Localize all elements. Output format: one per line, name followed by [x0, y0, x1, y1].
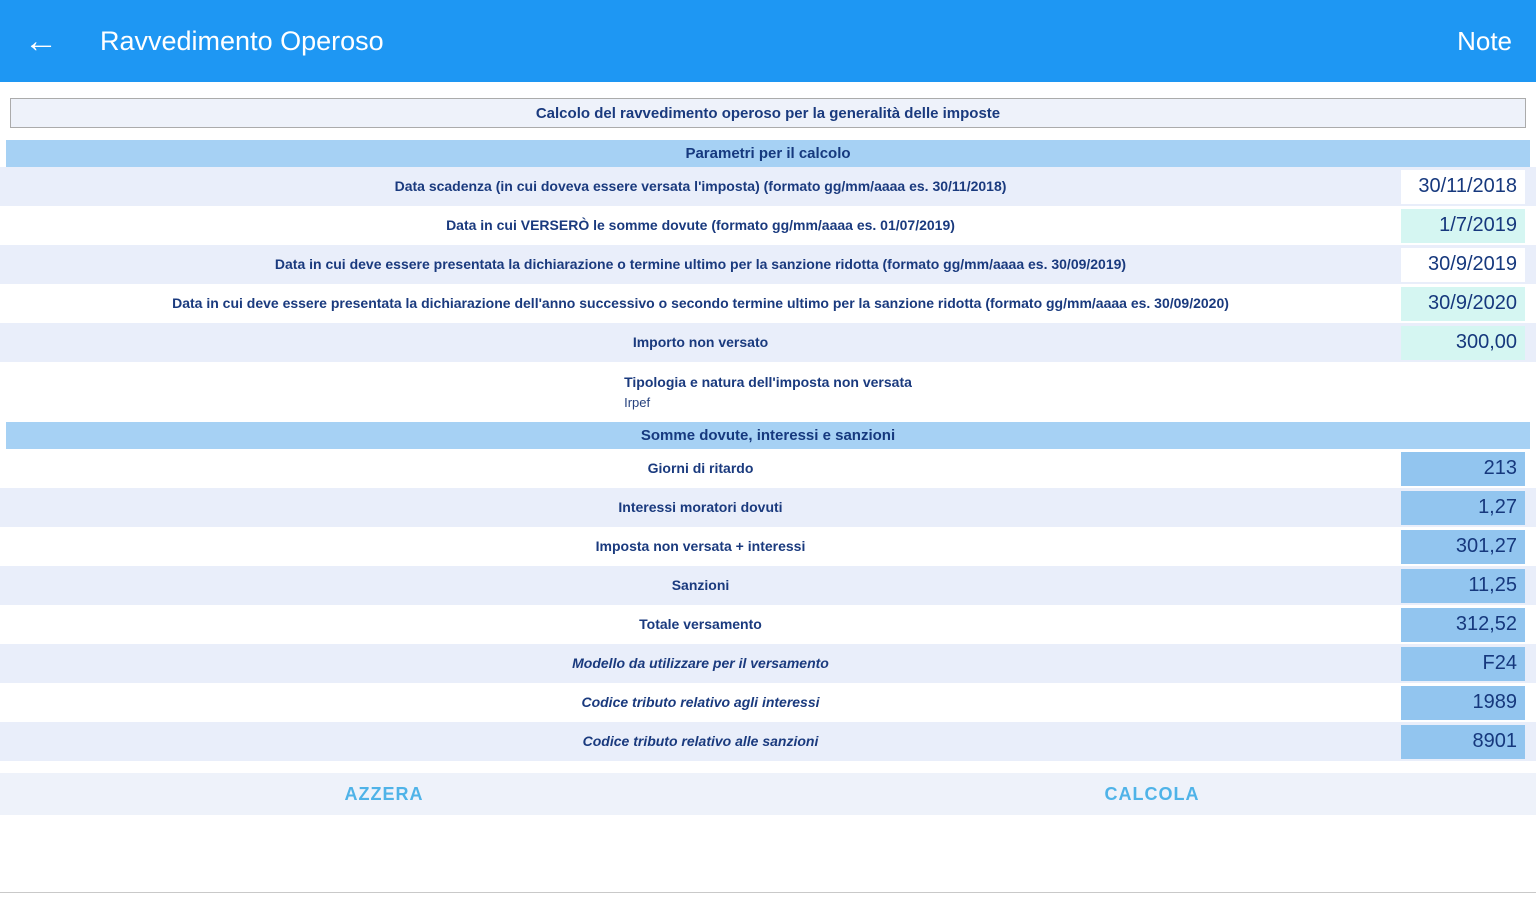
row-giorni-ritardo [0, 449, 1536, 488]
data-scadenza-label: Data scadenza (in cui doveva essere versata l'imposta) (formato gg/mm/aaaa es. 30/11/2018) [394, 178, 1007, 195]
data-scadenza-input[interactable]: 30/11/2018 [1401, 170, 1525, 204]
bottom-divider [0, 892, 1536, 893]
importo-non-versato-input[interactable]: 300,00 [1401, 326, 1525, 360]
sanzioni-label: Sanzioni [671, 577, 730, 594]
data-dichiarazione-successiva-label: Data in cui deve essere presentata la dichiarazione dell'anno successivo o secondo termine ultimo per la sanzione ridotta (formato gg/mm/aaaa es. 30/09/2020) [172, 295, 1229, 312]
row-importo-non-versato [0, 323, 1536, 362]
row-sanzioni [0, 566, 1536, 605]
tipologia-imposta-select[interactable]: Irpef [624, 395, 651, 410]
section-header-somme: Somme dovute, interessi e sanzioni [6, 422, 1530, 449]
giorni-ritardo-label: Giorni di ritardo [647, 460, 754, 477]
azzera-button[interactable]: AZZERA [344, 783, 424, 804]
data-versamento-label: Data in cui VERSERÒ le somme dovute (formato gg/mm/aaaa es. 01/07/2019) [446, 217, 955, 234]
codice-tributo-interessi-value: 1989 [1401, 686, 1525, 720]
row-imposta-piu-interessi [0, 527, 1536, 566]
row-tipologia-imposta [0, 362, 1536, 422]
calcola-button[interactable]: CALCOLA [1104, 783, 1200, 804]
imposta-piu-interessi-label: Imposta non versata + interessi [595, 538, 806, 555]
importo-non-versato-label: Importo non versato [632, 334, 769, 351]
note-button[interactable]: Note [1457, 25, 1512, 56]
page-title: Calcolo del ravvedimento operoso per la generalità delle imposte [10, 98, 1526, 128]
giorni-ritardo-value: 213 [1401, 452, 1525, 486]
row-codice-tributo-sanzioni [0, 722, 1536, 761]
modello-versamento-value: F24 [1401, 647, 1525, 681]
section-header-parametri: Parametri per il calcolo [6, 140, 1530, 167]
codice-tributo-interessi-label: Codice tributo relativo agli interessi [581, 694, 820, 711]
codice-tributo-sanzioni-value: 8901 [1401, 725, 1525, 759]
row-totale-versamento [0, 605, 1536, 644]
codice-tributo-sanzioni-label: Codice tributo relativo alle sanzioni [582, 733, 819, 750]
data-versamento-input[interactable]: 1/7/2019 [1401, 209, 1525, 243]
row-data-scadenza [0, 167, 1536, 206]
interessi-moratori-label: Interessi moratori dovuti [618, 499, 783, 516]
data-dichiarazione-successiva-input[interactable]: 30/9/2020 [1401, 287, 1525, 321]
app-title: Ravvedimento Operoso [100, 25, 384, 56]
tipologia-imposta-group [624, 374, 912, 410]
interessi-moratori-value: 1,27 [1401, 491, 1525, 525]
totale-versamento-label: Totale versamento [639, 616, 762, 633]
app-bar [0, 0, 1536, 82]
action-bar [0, 773, 1536, 815]
data-dichiarazione-input[interactable]: 30/9/2019 [1401, 248, 1525, 282]
sanzioni-value: 11,25 [1401, 569, 1525, 603]
row-data-dichiarazione-successiva [0, 284, 1536, 323]
row-data-dichiarazione [0, 245, 1536, 284]
tipologia-imposta-label: Tipologia e natura dell'imposta non versata [624, 374, 912, 390]
modello-versamento-label: Modello da utilizzare per il versamento [572, 655, 829, 672]
totale-versamento-value: 312,52 [1401, 608, 1525, 642]
data-dichiarazione-label: Data in cui deve essere presentata la dichiarazione o termine ultimo per la sanzione ridotta (formato gg/mm/aaaa es. 30/09/2019) [274, 256, 1127, 273]
row-data-versamento [0, 206, 1536, 245]
back-arrow-icon[interactable]: ← [24, 22, 58, 60]
imposta-piu-interessi-value: 301,27 [1401, 530, 1525, 564]
row-interessi-moratori [0, 488, 1536, 527]
row-modello-versamento [0, 644, 1536, 683]
row-codice-tributo-interessi [0, 683, 1536, 722]
